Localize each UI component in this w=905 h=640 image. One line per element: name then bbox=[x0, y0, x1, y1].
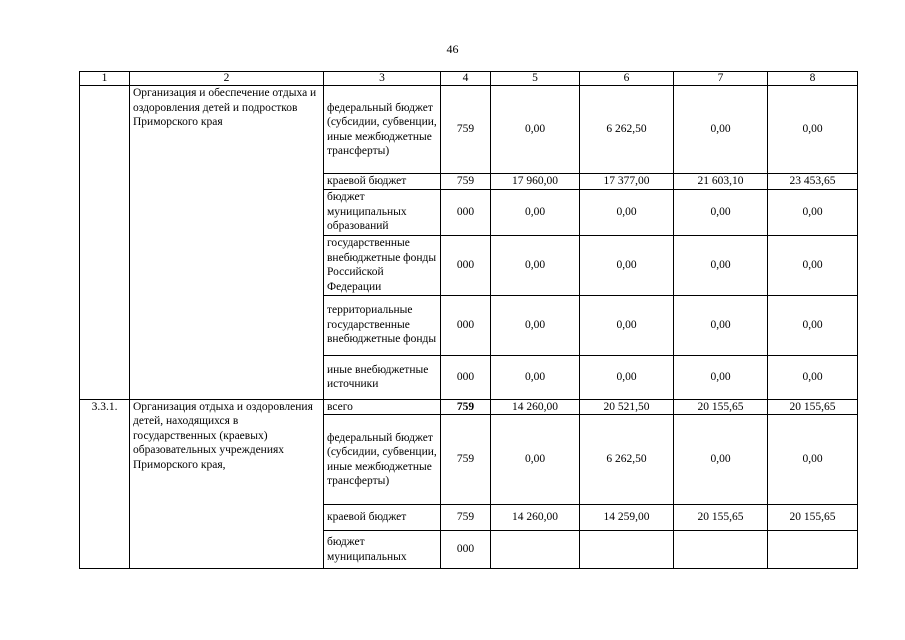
value-cell: 0,00 bbox=[491, 235, 580, 295]
value-cell: 0,00 bbox=[768, 189, 858, 235]
value-cell: 0,00 bbox=[674, 355, 768, 399]
budget-table bbox=[79, 71, 858, 569]
value-cell: 14 260,00 bbox=[491, 399, 580, 415]
value-cell: 17 377,00 bbox=[580, 174, 674, 190]
value-cell: 20 521,50 bbox=[580, 399, 674, 415]
table-row bbox=[80, 399, 858, 415]
value-cell: 17 960,00 bbox=[491, 174, 580, 190]
funding-source: федеральный бюджет (субсидии, субвенции, иные межбюджетные трансферты) bbox=[324, 415, 441, 505]
value-cell: 0,00 bbox=[580, 295, 674, 355]
column-header: 1 bbox=[80, 72, 130, 86]
column-header: 3 bbox=[324, 72, 441, 86]
column-header: 6 bbox=[580, 72, 674, 86]
funding-source: всего bbox=[324, 399, 441, 415]
code-cell: 759 bbox=[441, 415, 491, 505]
value-cell: 0,00 bbox=[768, 295, 858, 355]
item-name: Организация отдыха и оздоровления детей, находящихся в государственных (краевых) образовательных учреждениях Приморского края, bbox=[130, 399, 324, 569]
value-cell: 0,00 bbox=[491, 355, 580, 399]
code-cell: 000 bbox=[441, 355, 491, 399]
item-name: Организация и обеспечение отдыха и оздоровления детей и подростков Приморского края bbox=[130, 86, 324, 400]
funding-source: государственные внебюджетные фонды Российской Федерации bbox=[324, 235, 441, 295]
value-cell bbox=[491, 531, 580, 569]
value-cell: 0,00 bbox=[580, 189, 674, 235]
code-cell: 000 bbox=[441, 295, 491, 355]
code-cell: 000 bbox=[441, 235, 491, 295]
column-header: 4 bbox=[441, 72, 491, 86]
column-header: 5 bbox=[491, 72, 580, 86]
table-row bbox=[80, 86, 858, 174]
value-cell: 6 262,50 bbox=[580, 86, 674, 174]
column-header: 8 bbox=[768, 72, 858, 86]
funding-source: территориальные государственные внебюджетные фонды bbox=[324, 295, 441, 355]
funding-source: краевой бюджет bbox=[324, 505, 441, 531]
value-cell: 20 155,65 bbox=[768, 505, 858, 531]
value-cell: 0,00 bbox=[674, 415, 768, 505]
value-cell: 21 603,10 bbox=[674, 174, 768, 190]
funding-source: краевой бюджет bbox=[324, 174, 441, 190]
value-cell: 0,00 bbox=[674, 295, 768, 355]
code-cell: 759 bbox=[441, 399, 491, 415]
value-cell: 20 155,65 bbox=[768, 399, 858, 415]
value-cell: 0,00 bbox=[674, 189, 768, 235]
code-cell: 000 bbox=[441, 189, 491, 235]
value-cell: 20 155,65 bbox=[674, 399, 768, 415]
value-cell: 14 260,00 bbox=[491, 505, 580, 531]
item-number: 3.3.1. bbox=[80, 399, 130, 569]
value-cell: 20 155,65 bbox=[674, 505, 768, 531]
value-cell: 0,00 bbox=[768, 355, 858, 399]
value-cell: 0,00 bbox=[491, 295, 580, 355]
header-row bbox=[80, 72, 858, 86]
funding-source: бюджет муниципальных образований bbox=[324, 189, 441, 235]
item-number bbox=[80, 86, 130, 400]
value-cell: 0,00 bbox=[674, 86, 768, 174]
value-cell: 0,00 bbox=[768, 415, 858, 505]
value-cell: 0,00 bbox=[580, 355, 674, 399]
value-cell: 0,00 bbox=[491, 415, 580, 505]
value-cell: 6 262,50 bbox=[580, 415, 674, 505]
value-cell bbox=[580, 531, 674, 569]
value-cell: 23 453,65 bbox=[768, 174, 858, 190]
code-cell: 759 bbox=[441, 86, 491, 174]
value-cell: 0,00 bbox=[768, 86, 858, 174]
value-cell: 0,00 bbox=[491, 189, 580, 235]
code-cell: 759 bbox=[441, 505, 491, 531]
code-cell: 759 bbox=[441, 174, 491, 190]
value-cell bbox=[768, 531, 858, 569]
code-cell: 000 bbox=[441, 531, 491, 569]
page-number: 46 bbox=[446, 42, 459, 56]
value-cell: 0,00 bbox=[674, 235, 768, 295]
funding-source: федеральный бюджет (субсидии, субвенции, иные межбюджетные трансферты) bbox=[324, 86, 441, 174]
column-header: 2 bbox=[130, 72, 324, 86]
value-cell: 14 259,00 bbox=[580, 505, 674, 531]
column-header: 7 bbox=[674, 72, 768, 86]
value-cell: 0,00 bbox=[580, 235, 674, 295]
value-cell bbox=[674, 531, 768, 569]
value-cell: 0,00 bbox=[491, 86, 580, 174]
value-cell: 0,00 bbox=[768, 235, 858, 295]
funding-source: иные внебюджетные источники bbox=[324, 355, 441, 399]
funding-source: бюджет муниципальных bbox=[324, 531, 441, 569]
